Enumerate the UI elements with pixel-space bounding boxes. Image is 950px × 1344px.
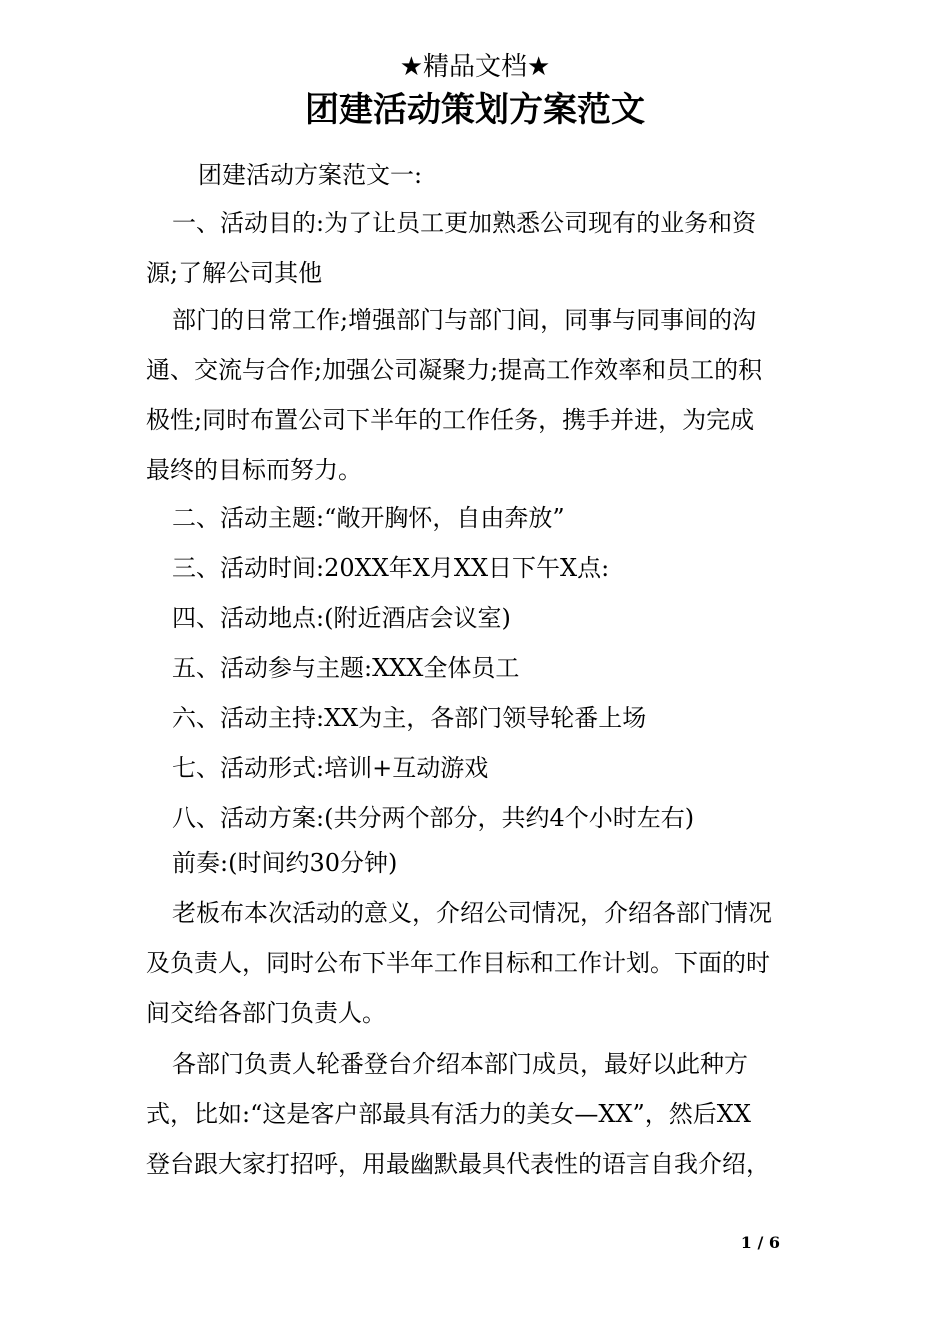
paragraph [146, 743, 808, 793]
paragraph [146, 295, 808, 495]
paragraph-line: 老板布本次活动的意义，介绍公司情况，介绍各部门情况 [172, 899, 772, 927]
paragraph-line: 六、活动主持:XX为主，各部门领导轮番上场 [172, 704, 647, 732]
paragraph [146, 888, 808, 1038]
paragraph-line: 八、活动方案:(共分两个部分，共约4个小时左右) [172, 804, 695, 832]
paragraph [146, 198, 808, 298]
paragraph-line: 前奏:(时间约30分钟) [172, 849, 398, 877]
paragraph-line: 部门的日常工作;增强部门与部门间，同事与同事间的沟 [172, 306, 757, 334]
paragraph-line: 三、活动时间:20XX年X月XX日下午X点: [172, 554, 610, 582]
paragraph-line: 二、活动主题:“敞开胸怀，自由奔放” [172, 504, 565, 532]
paragraph [146, 793, 808, 843]
paragraph [146, 840, 808, 886]
paragraph-line: 通、交流与合作;加强公司凝聚力;提高工作效率和员工的积 [146, 356, 763, 384]
paragraph [146, 493, 808, 543]
paragraph-line: 源;了解公司其他 [146, 259, 323, 287]
paragraph [146, 593, 808, 643]
paragraph-line: 团建活动方案范文一: [198, 161, 423, 189]
paragraph [146, 1039, 808, 1189]
document-title: 团建活动策划方案范文 [305, 90, 645, 130]
paragraph [146, 543, 808, 593]
paragraph [146, 643, 808, 693]
paragraph-line: 登台跟大家打招呼，用最幽默最具代表性的语言自我介绍， [146, 1150, 770, 1178]
paragraph-line: 及负责人，同时公布下半年工作目标和工作计划。下面的时 [146, 949, 770, 977]
paragraph-line: 间交给各部门负责人。 [146, 999, 386, 1027]
paragraph-line: 式，比如:“这是客户部最具有活力的美女—XX”，然后XX [146, 1100, 751, 1128]
paragraph-line: 最终的目标而努力。 [146, 456, 362, 484]
paragraph-line: 五、活动参与主题:XXX全体员工 [172, 654, 520, 682]
page-header: ★精品文档★ [399, 52, 551, 82]
paragraph [146, 693, 808, 743]
paragraph [146, 152, 808, 198]
page-number: 1 / 6 [740, 1233, 780, 1252]
paragraph-line: 四、活动地点:(附近酒店会议室) [172, 604, 511, 632]
paragraph-line: 各部门负责人轮番登台介绍本部门成员，最好以此种方 [172, 1050, 748, 1078]
paragraph-line: 七、活动形式:培训+互动游戏 [172, 754, 489, 782]
paragraph-line: 极性;同时布置公司下半年的工作任务，携手并进，为完成 [146, 406, 755, 434]
paragraph-line: 一、活动目的:为了让员工更加熟悉公司现有的业务和资 [172, 209, 757, 237]
